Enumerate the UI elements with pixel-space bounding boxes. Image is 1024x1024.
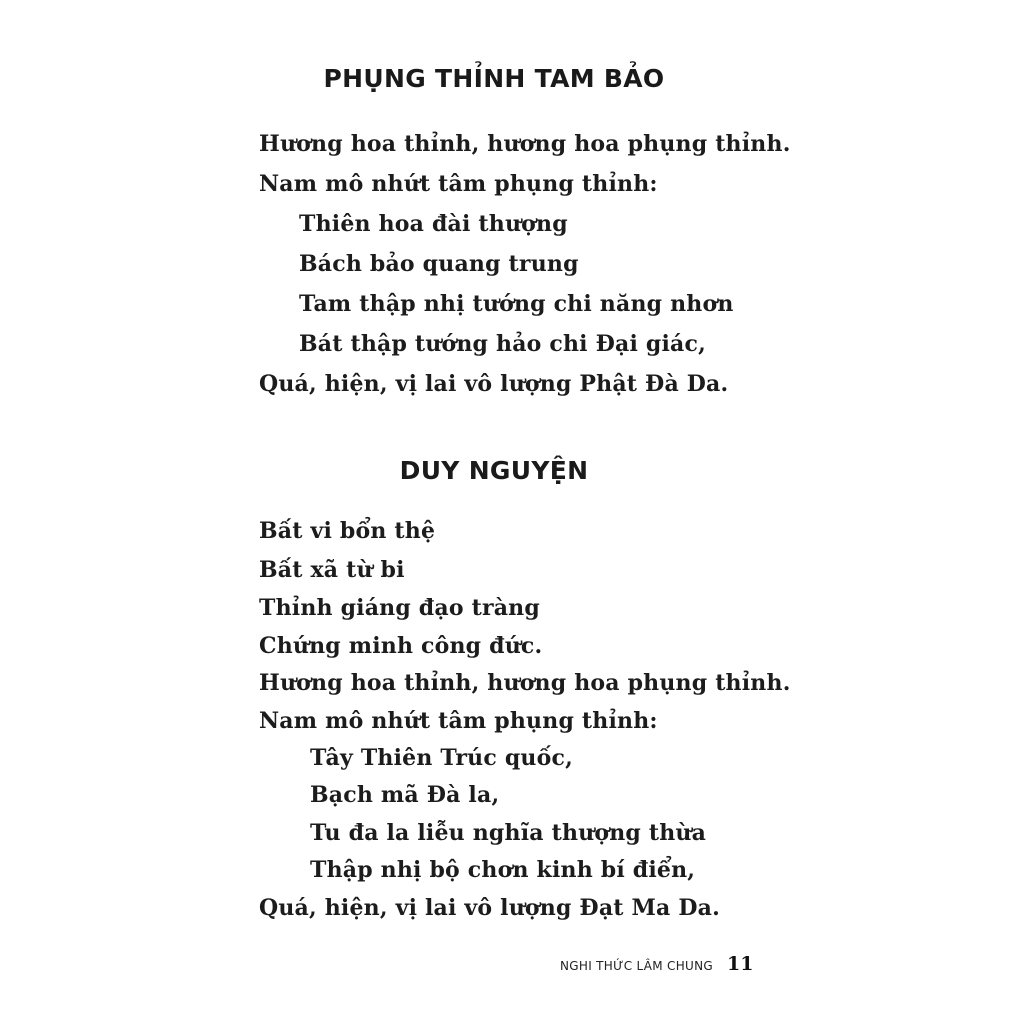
verse-line-indented: Bách bảo quang trung (299, 251, 579, 277)
verse-line: Quá, hiện, vị lai vô lượng Đạt Ma Da. (259, 895, 720, 921)
verse-line: Hương hoa thỉnh, hương hoa phụng thỉnh. (259, 131, 791, 157)
verse-line-indented: Bát thập tướng hảo chi Đại giác, (299, 331, 706, 357)
page-footer (560, 953, 753, 975)
page-number: 11 (727, 953, 754, 975)
verse-line-indented: Tam thập nhị tướng chi năng nhơn (299, 291, 734, 317)
verse-line: Nam mô nhứt tâm phụng thỉnh: (259, 171, 658, 197)
running-footer-title: NGHI THỨC LÂM CHUNG (560, 959, 713, 973)
verse-line-indented: Bạch mã Đà la, (310, 782, 500, 808)
verse-line: Thỉnh giáng đạo tràng (259, 595, 540, 621)
verse-line: Quá, hiện, vị lai vô lượng Phật Đà Da. (259, 371, 729, 397)
verse-line-indented: Thiên hoa đài thượng (299, 211, 568, 237)
section-title-phung-thinh-tam-bao: PHỤNG THỈNH TAM BẢO (323, 64, 665, 93)
verse-line: Nam mô nhứt tâm phụng thỉnh: (259, 708, 658, 734)
verse-line-indented: Tu đa la liễu nghĩa thượng thừa (310, 820, 707, 846)
verse-line: Hương hoa thỉnh, hương hoa phụng thỉnh. (259, 670, 791, 696)
verse-line: Bất vi bổn thệ (259, 518, 436, 544)
verse-line: Chứng minh công đức. (259, 633, 543, 659)
verse-line-indented: Thập nhị bộ chơn kinh bí điển, (310, 857, 696, 883)
verse-line: Bất xã từ bi (259, 557, 405, 583)
verse-line-indented: Tây Thiên Trúc quốc, (310, 745, 573, 771)
section-title-duy-nguyen: DUY NGUYỆN (399, 456, 589, 485)
